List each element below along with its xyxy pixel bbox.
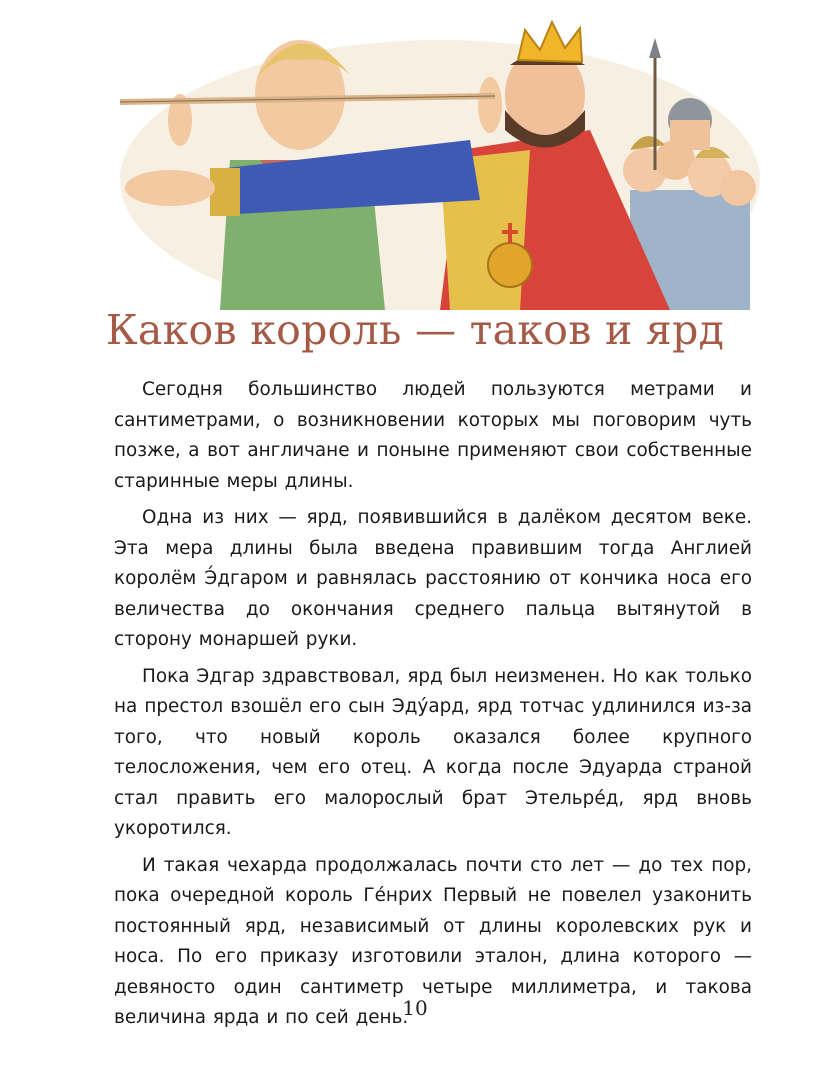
orb-icon xyxy=(488,243,532,287)
paragraph: Одна из них — ярд, появившийся в далёком десятом веке. Эта мера длины была введена правившим тогда Англией королём Э́дгаром и равнялась расстоянию от кончика носа его величества до окончания среднего пальца вытянутой в сторону монаршей руки. xyxy=(114,507,752,650)
crown-icon xyxy=(518,22,582,62)
paragraph: Пока Эдгар здравствовал, ярд был неизменен. Но как только на престол взошёл его сын Эду́ард, ярд тотчас удлинился из-за того, что новый король оказался более крупного телосложения, чем его отец. А когда после Эдуарда страной стал править его малорослый брат Этельре́д, ярд вновь укоротился. xyxy=(114,665,752,839)
body-text xyxy=(114,375,752,1040)
paragraph: И такая чехарда продолжалась почти сто лет — до тех пор, пока очередной король Ге́нрих Первый не повелел узаконить постоянный ярд, независимый от длины королевских рук и носа. По его приказу изготовили эталон, длина которого — девяносто один сантиметр четыре миллиметра, и такова величина ярда и по сей день. xyxy=(114,854,752,1028)
king-measuring-yard-illustration xyxy=(110,10,760,310)
paragraph: Сегодня большинство людей пользуются метрами и сантиметрами, о возникновении которых мы поговорим чуть позже, а вот англичане и поныне применяют свои собственные старинные меры длины. xyxy=(114,379,752,492)
page-title: Каков король — таков и ярд xyxy=(105,306,725,354)
page-number: 10 xyxy=(402,996,428,1020)
